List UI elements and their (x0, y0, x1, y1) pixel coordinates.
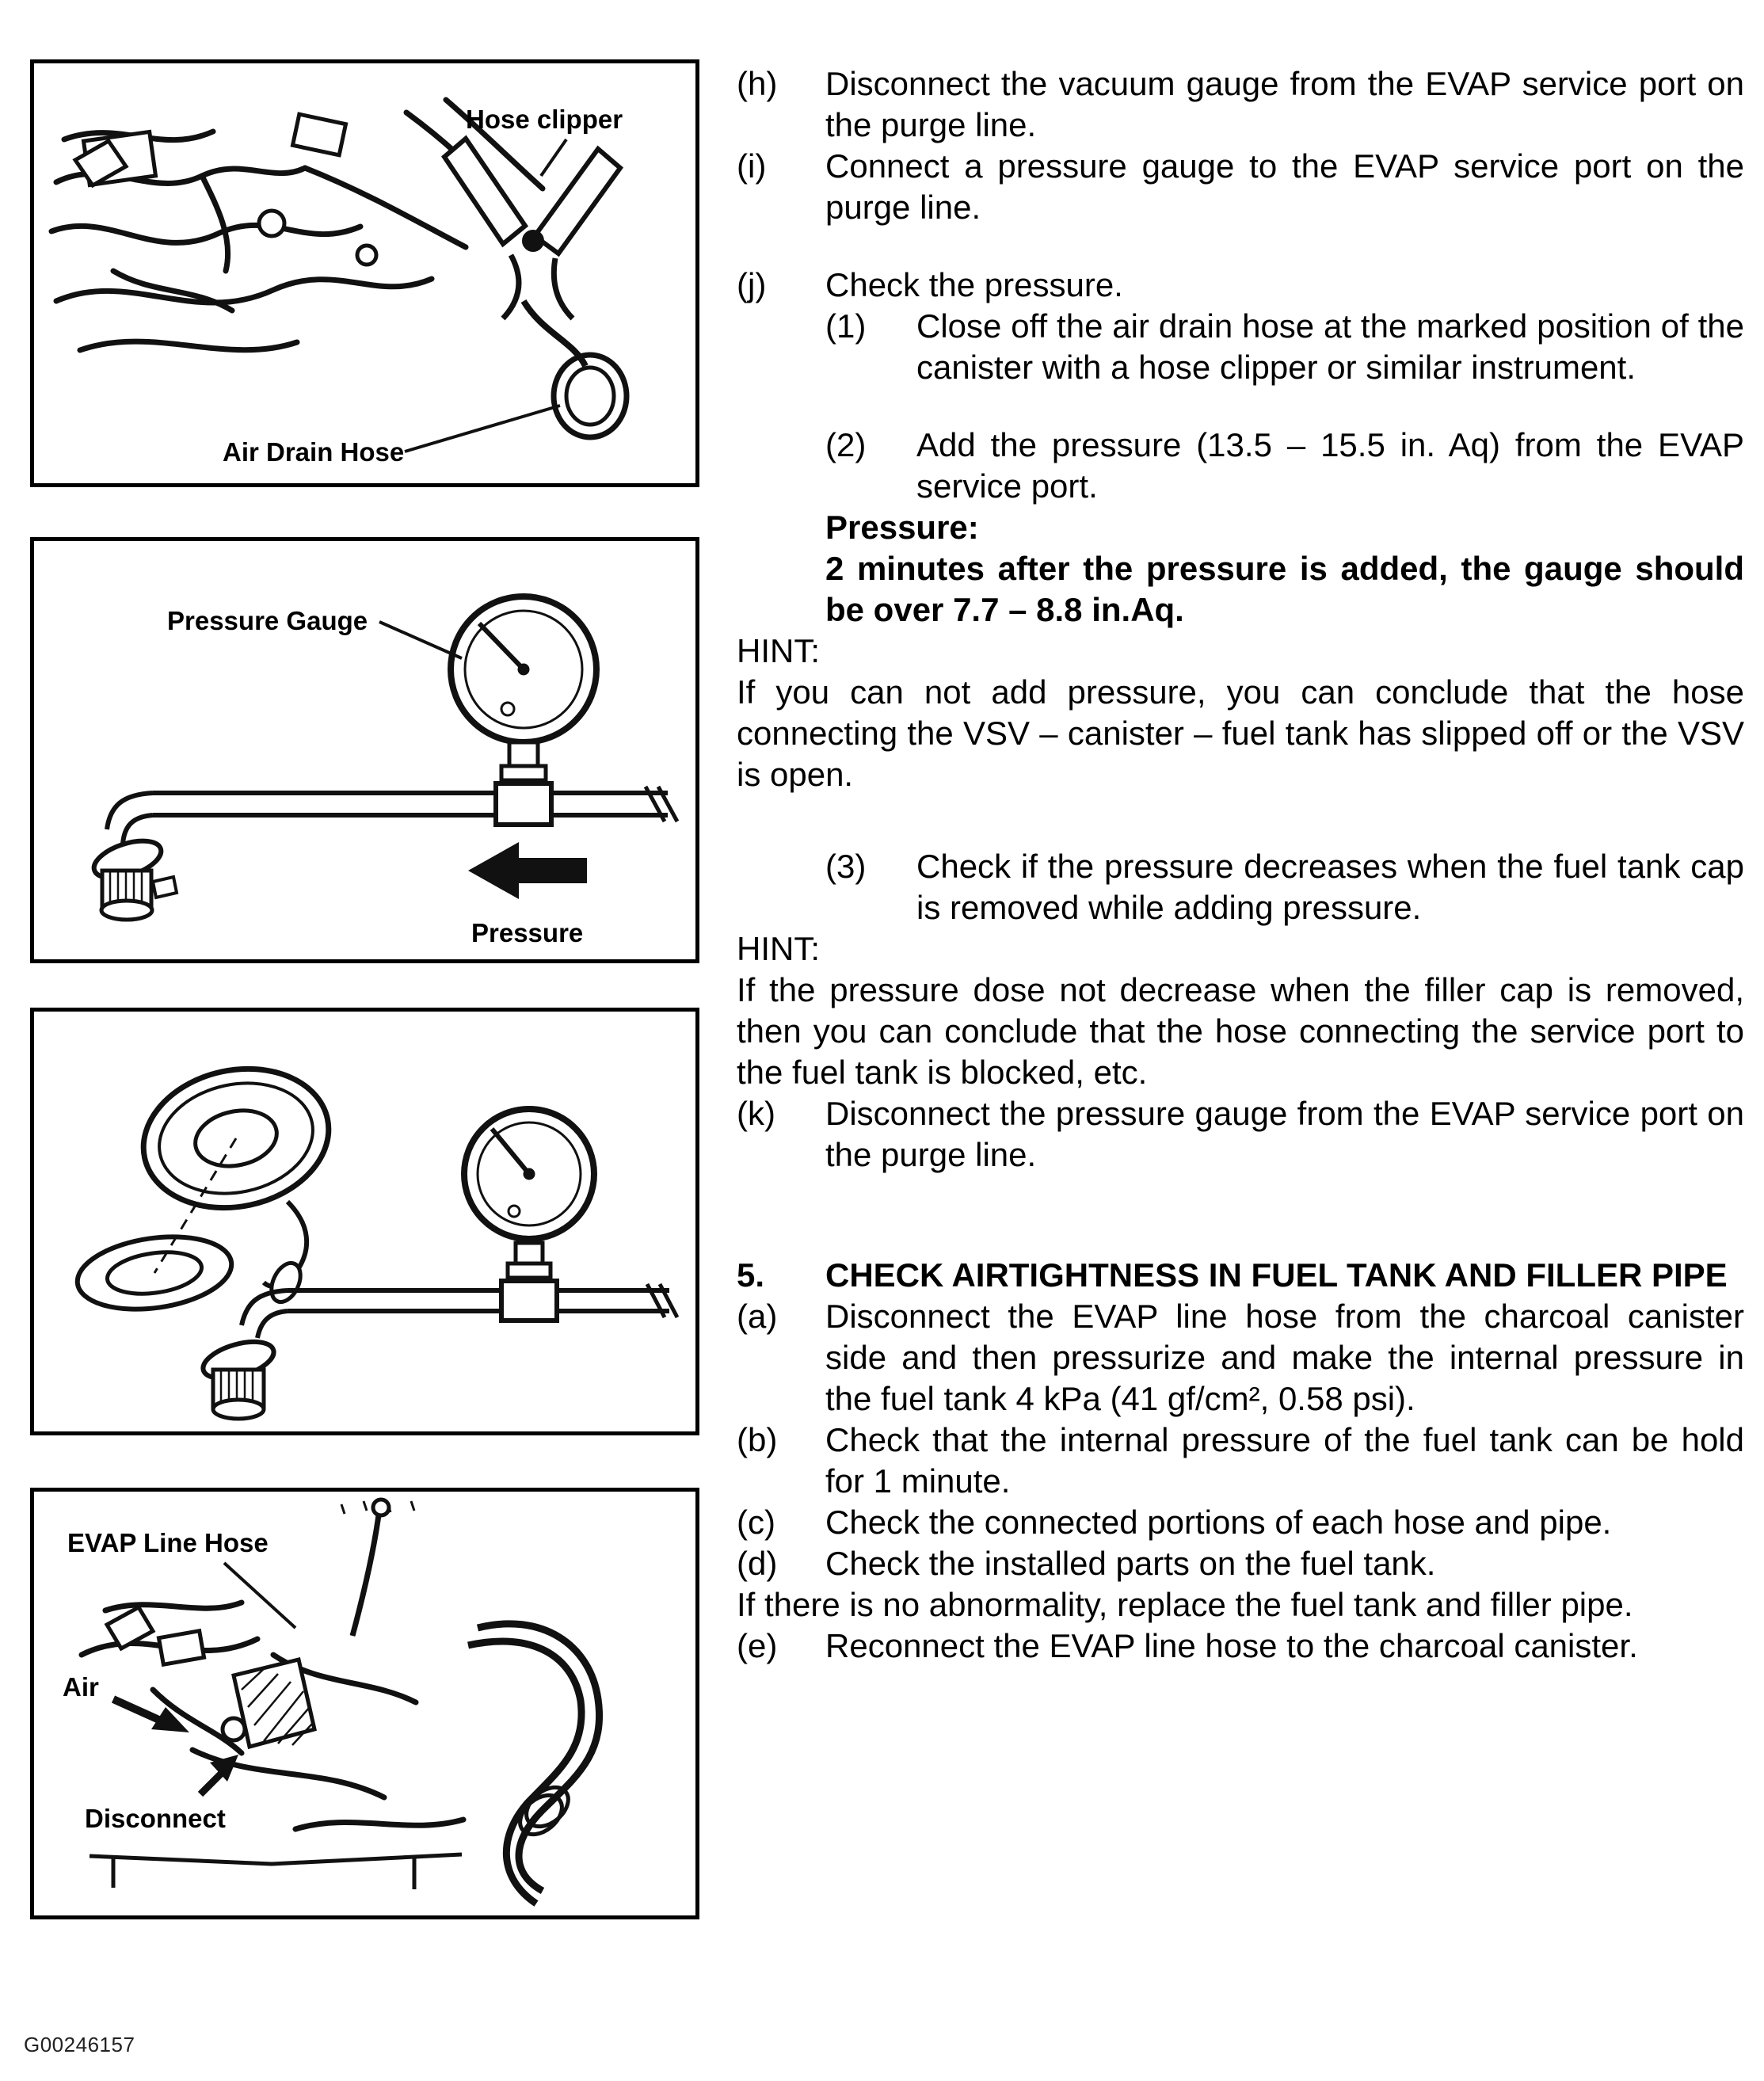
substep-label: (3) (825, 848, 867, 885)
step-label: (k) (737, 1095, 775, 1132)
pressure-arrow-label: Pressure (471, 918, 584, 947)
engine-parts (90, 1607, 462, 1889)
step-text: Connect a pressure gauge to the EVAP service port on the purge line. (825, 147, 1744, 226)
step-label: (i) (737, 147, 767, 185)
section-5-heading (737, 1255, 1744, 1296)
section-number: 5. (737, 1256, 765, 1294)
pressure-gauge-dial (464, 1109, 594, 1278)
purge-line-pipe (107, 783, 677, 844)
step-i (737, 146, 1744, 228)
step-label: (d) (737, 1545, 778, 1582)
service-port-valve (199, 1335, 277, 1419)
disconnect-arrow (200, 1755, 238, 1794)
step-text: Check the connected portions of each hose and pipe. (825, 1504, 1612, 1541)
service-port-valve (90, 833, 177, 920)
step-text: Check the pressure. (825, 266, 1123, 303)
step-label: (e) (737, 1627, 778, 1664)
evap-line-hose-illustration (34, 1492, 695, 1915)
step-label: (a) (737, 1298, 778, 1335)
step-text: Check the installed parts on the fuel tank. (825, 1545, 1436, 1582)
hint-label: HINT: (737, 632, 820, 669)
hose-clipper-tool (444, 139, 620, 366)
figure-code: G00246157 (24, 2033, 135, 2056)
substep-j1 (825, 306, 1744, 388)
figure-fuel-cap (30, 1008, 699, 1435)
step-k (737, 1093, 1744, 1176)
substep-text: Check if the pressure decreases when the fuel tank cap is removed while adding pressure. (916, 848, 1744, 926)
step-text: Reconnect the EVAP line hose to the charcoal canister. (825, 1627, 1638, 1664)
substep-label: (2) (825, 426, 867, 463)
hint-text: If you can not add pressure, you can conclude that the hose connecting the VSV – canister – fuel tank has slipped off or the VSV is open. (737, 673, 1744, 793)
step-text: Check that the internal pressure of the fuel tank can be hold for 1 minute. (825, 1421, 1744, 1500)
evap-line-hose-label: EVAP Line Hose (67, 1528, 269, 1557)
hose-clipper-illustration (34, 63, 695, 483)
note-text: If there is no abnormality, replace the fuel tank and filler pipe. (737, 1586, 1633, 1623)
fuel-cap-illustration (34, 1012, 695, 1431)
step-label: (c) (737, 1504, 775, 1541)
pressure-spec-value: 2 minutes after the pressure is added, the gauge should be over 7.7 – 8.8 in.Aq. (825, 550, 1744, 628)
air-drain-hose-leader-line (405, 406, 560, 452)
step-d (737, 1543, 1744, 1584)
step-text: Disconnect the EVAP line hose from the charcoal canister side and then pressurize and make the internal pressure in the fuel tank 4 kPa (41 gf/cm², 0.58 psi). (825, 1298, 1744, 1417)
pressure-gauge-illustration (34, 541, 695, 959)
hint-text: If the pressure dose not decrease when the filler cap is removed, then you can conclude that the hose connecting the service port to the fuel tank is blocked, etc. (737, 971, 1744, 1091)
disconnect-label: Disconnect (85, 1804, 226, 1833)
step-h (737, 63, 1744, 146)
dipstick (352, 1500, 389, 1636)
substep-text: Add the pressure (13.5 – 15.5 in. Aq) from the EVAP service port. (916, 426, 1744, 505)
air-flow-arrow (113, 1699, 189, 1732)
large-curved-hose (468, 1624, 600, 1904)
substep-label: (1) (825, 307, 867, 345)
step-a (737, 1296, 1744, 1420)
figure-pressure-gauge (30, 537, 699, 963)
substep-j2 (825, 425, 1744, 507)
air-drain-hose-ring (554, 355, 627, 437)
step-text: Disconnect the vacuum gauge from the EVAP service port on the purge line. (825, 65, 1744, 143)
hint-label: HINT: (737, 930, 820, 967)
pressure-gauge-label: Pressure Gauge (167, 606, 368, 635)
charcoal-canister-hatched-block (223, 1660, 314, 1747)
step-label: (j) (737, 266, 767, 303)
step-label: (b) (737, 1421, 778, 1458)
figure-hose-clipper (30, 59, 699, 487)
substep-text: Close off the air drain hose at the marked position of the canister with a hose clipper or similar instrument. (916, 307, 1744, 386)
purge-line-pipe (242, 1281, 677, 1338)
pressure-gauge-leader-line (379, 622, 462, 658)
air-label: Air (63, 1672, 99, 1702)
pressure-direction-arrow (468, 842, 587, 899)
hose-clipper-leader-line (541, 139, 566, 176)
gauge-stem (501, 742, 546, 780)
step-text: Disconnect the pressure gauge from the EVAP service port on the purge line. (825, 1095, 1744, 1173)
section-title: CHECK AIRTIGHTNESS IN FUEL TANK AND FILLER PIPE (825, 1256, 1728, 1294)
instruction-column (737, 63, 1744, 1667)
step-j (737, 265, 1744, 306)
step-c (737, 1502, 1744, 1543)
step-e (737, 1626, 1744, 1667)
substep-j3 (825, 846, 1744, 928)
step-label: (h) (737, 65, 778, 102)
hose-clipper-label: Hose clipper (466, 105, 623, 134)
evap-line-hose-leader-line (224, 1563, 295, 1628)
step-b (737, 1420, 1744, 1502)
figure-evap-line-hose (30, 1488, 699, 1919)
air-drain-hose-label: Air Drain Hose (223, 437, 405, 467)
pressure-gauge-dial (451, 596, 596, 742)
pressure-spec-title: Pressure: (825, 509, 979, 546)
